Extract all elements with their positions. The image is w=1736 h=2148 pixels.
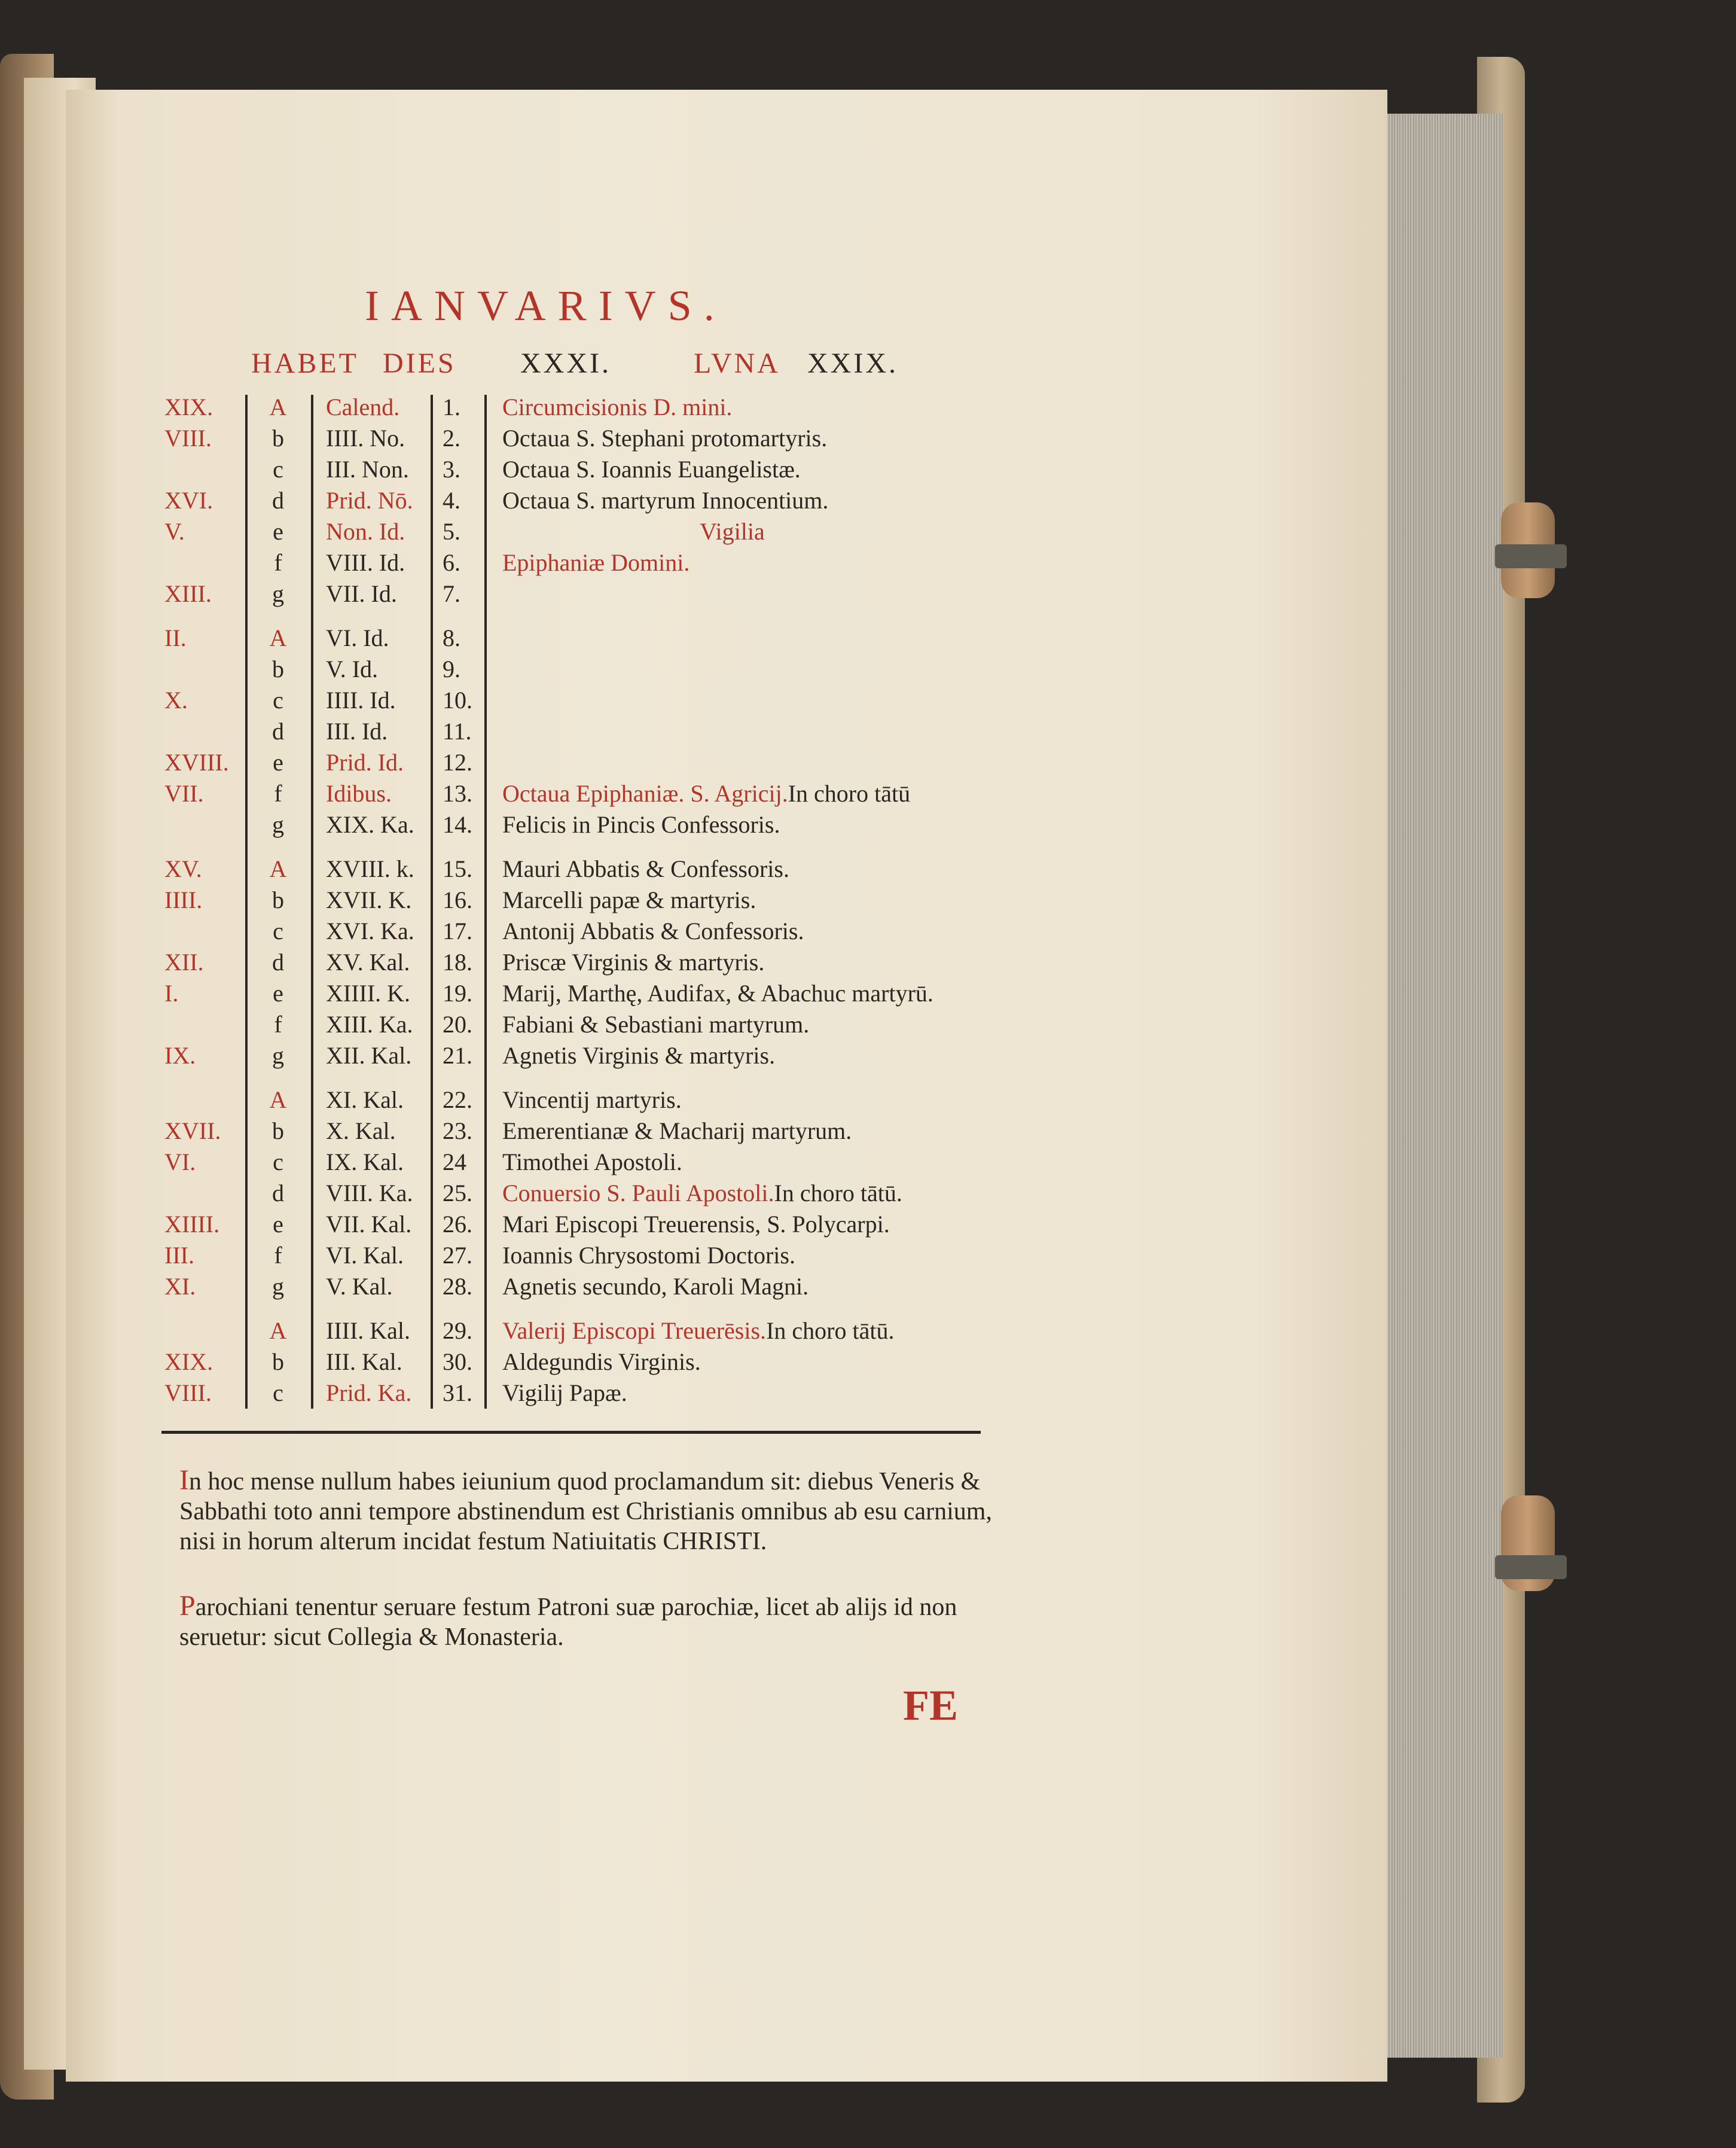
roman-date: IIII. Kal. bbox=[326, 1317, 411, 1344]
dominical-letter: A bbox=[269, 624, 287, 651]
golden-number: XII. bbox=[164, 949, 204, 976]
roman-date: XV. Kal. bbox=[326, 949, 410, 976]
roman-date: VI. Id. bbox=[326, 624, 389, 651]
feast-name: Fabiani & Sebastiani martyrum. bbox=[502, 1011, 810, 1038]
day-number: 28. bbox=[443, 1273, 472, 1300]
feast-cell bbox=[502, 1042, 775, 1070]
golden-number: XVII. bbox=[164, 1117, 221, 1144]
calendar-row bbox=[0, 1348, 1017, 1376]
dominical-letter: A bbox=[269, 394, 287, 421]
golden-number: VI. bbox=[164, 1148, 196, 1175]
golden-number: III. bbox=[164, 1242, 194, 1269]
day-number: 11. bbox=[443, 718, 472, 745]
feast-name: Priscæ Virginis & martyris. bbox=[502, 949, 765, 976]
roman-date: XVII. K. bbox=[326, 886, 412, 913]
lower-clasp-strap bbox=[1495, 1555, 1567, 1579]
day-number: 23. bbox=[443, 1117, 472, 1144]
day-number: 12. bbox=[443, 749, 472, 776]
calendar-row bbox=[0, 1317, 1017, 1345]
feast-cell bbox=[502, 1211, 890, 1238]
calendar-row bbox=[0, 811, 1017, 839]
feast-cell bbox=[502, 1180, 902, 1207]
day-number: 25. bbox=[443, 1180, 472, 1206]
table-rule-roman bbox=[431, 395, 433, 1409]
day-number: 2. bbox=[443, 425, 460, 452]
feast-cell bbox=[502, 780, 910, 808]
table-rule-golden bbox=[245, 395, 248, 1409]
table-bottom-rule bbox=[161, 1431, 981, 1434]
roman-date: Prid. Ka. bbox=[326, 1379, 412, 1406]
feast-name: Octaua S. Stephani protomartyris. bbox=[502, 425, 828, 452]
feast-name: Agnetis secundo, Karoli Magni. bbox=[502, 1273, 809, 1300]
day-number: 14. bbox=[443, 811, 472, 838]
dominical-letter: c bbox=[273, 687, 283, 714]
calendar-row bbox=[0, 1180, 1017, 1207]
day-number: 3. bbox=[443, 456, 460, 483]
note-text-patron: arochiani tenentur seruare festum Patroni suæ parochiæ, licet ab alijs id non seruetur: sicut Collegia & Monasteria. bbox=[179, 1594, 957, 1651]
right-page bbox=[66, 90, 1387, 2082]
feast-name: Marij, Marthę, Audifax, & Abachuc martyrū. bbox=[502, 980, 933, 1007]
calendar-row bbox=[0, 456, 1017, 483]
feast-name: Felicis in Pincis Confessoris. bbox=[502, 811, 780, 838]
feast-name: Circumcisionis D. mini. bbox=[502, 394, 733, 421]
feast-cell bbox=[502, 886, 756, 914]
calendar-row bbox=[0, 949, 1017, 976]
roman-date: XIIII. K. bbox=[326, 980, 411, 1007]
feast-cell bbox=[502, 1117, 852, 1145]
day-number: 6. bbox=[443, 549, 460, 576]
table-rule-day bbox=[484, 395, 487, 1409]
golden-number: VIII. bbox=[164, 1379, 212, 1406]
day-number: 27. bbox=[443, 1242, 472, 1269]
calendar-row bbox=[0, 624, 1017, 652]
feast-cell bbox=[502, 456, 801, 483]
day-number: 4. bbox=[443, 487, 460, 514]
dominical-letter: c bbox=[273, 918, 283, 944]
roman-date: XIX. Ka. bbox=[326, 811, 414, 838]
subtitle-habet: HABET bbox=[251, 348, 359, 379]
feast-choir-note: In choro tātū. bbox=[766, 1317, 895, 1344]
roman-date: VII. Kal. bbox=[326, 1211, 412, 1238]
dominical-letter: A bbox=[269, 1317, 287, 1344]
feast-cell bbox=[502, 1148, 682, 1176]
feast-cell bbox=[502, 949, 764, 976]
dominical-letter: g bbox=[272, 1042, 284, 1069]
feast-cell bbox=[502, 1273, 808, 1300]
calendar-row bbox=[0, 656, 1017, 683]
feast-name: Vincentij martyris. bbox=[502, 1086, 682, 1113]
calendar-row bbox=[0, 487, 1017, 514]
dominical-letter: b bbox=[272, 656, 284, 683]
roman-date: X. Kal. bbox=[326, 1117, 396, 1144]
calendar-row bbox=[0, 1117, 1017, 1145]
roman-date: XI. Kal. bbox=[326, 1086, 404, 1113]
dominical-letter: d bbox=[272, 487, 284, 514]
subtitle-luna: LVNA bbox=[694, 348, 780, 379]
day-number: 19. bbox=[443, 980, 472, 1007]
golden-number: XIII. bbox=[164, 580, 212, 607]
calendar-row bbox=[0, 580, 1017, 608]
feast-cell bbox=[502, 1086, 682, 1114]
golden-number: IX. bbox=[164, 1042, 196, 1069]
day-number: 30. bbox=[443, 1348, 472, 1375]
calendar-row bbox=[0, 518, 1017, 546]
feast-name: Vigilij Papæ. bbox=[502, 1379, 627, 1406]
feast-cell bbox=[502, 980, 933, 1007]
day-number: 17. bbox=[443, 918, 472, 944]
roman-date: XII. Kal. bbox=[326, 1042, 412, 1069]
roman-date: V. Kal. bbox=[326, 1273, 393, 1300]
golden-number: XIIII. bbox=[164, 1211, 220, 1238]
calendar-row bbox=[0, 855, 1017, 883]
roman-date: IX. Kal. bbox=[326, 1148, 404, 1175]
golden-number: II. bbox=[164, 624, 187, 651]
feast-cell bbox=[502, 518, 765, 546]
feast-cell bbox=[502, 918, 804, 945]
golden-number: XVI. bbox=[164, 487, 213, 514]
feast-name: Octaua S. Ioannis Euangelistæ. bbox=[502, 456, 801, 483]
roman-date: XVI. Ka. bbox=[326, 918, 414, 944]
day-number: 21. bbox=[443, 1042, 472, 1069]
dominical-letter: f bbox=[274, 780, 282, 807]
catchword: FE bbox=[903, 1681, 959, 1729]
feast-name: Emerentianæ & Macharij martyrum. bbox=[502, 1117, 852, 1144]
feast-choir-note: In choro tātū. bbox=[774, 1180, 902, 1206]
golden-number: V. bbox=[164, 518, 185, 545]
roman-date: III. Non. bbox=[326, 456, 409, 483]
day-number: 18. bbox=[443, 949, 472, 976]
dominical-letter: f bbox=[274, 1242, 282, 1269]
feast-cell bbox=[502, 1348, 701, 1376]
roman-date: VIII. Ka. bbox=[326, 1180, 413, 1206]
calendar-row bbox=[0, 780, 1017, 808]
feast-cell bbox=[502, 855, 789, 883]
feast-name: Timothei Apostoli. bbox=[502, 1148, 682, 1175]
day-number: 20. bbox=[443, 1011, 472, 1038]
calendar-row bbox=[0, 1086, 1017, 1114]
feast-name: Agnetis Virginis & martyris. bbox=[502, 1042, 776, 1069]
feast-cell bbox=[502, 1242, 795, 1269]
golden-number: IIII. bbox=[164, 886, 203, 913]
day-number: 5. bbox=[443, 518, 460, 545]
golden-number: XIX. bbox=[164, 394, 213, 421]
golden-number: XVIII. bbox=[164, 749, 229, 776]
day-number: 31. bbox=[443, 1379, 472, 1406]
roman-date: Prid. Id. bbox=[326, 749, 404, 776]
table-rule-dominical bbox=[311, 395, 313, 1409]
feast-name: Mauri Abbatis & Confessoris. bbox=[502, 855, 789, 882]
calendar-row bbox=[0, 1242, 1017, 1269]
calendar-row bbox=[0, 718, 1017, 745]
dominical-letter: d bbox=[272, 949, 284, 976]
calendar-row bbox=[0, 886, 1017, 914]
feast-choir-note: In choro tātū bbox=[788, 780, 911, 807]
feast-cell bbox=[502, 394, 732, 421]
golden-number: XIX. bbox=[164, 1348, 213, 1375]
feast-cell bbox=[502, 487, 828, 514]
month-title: IANVARIVS. bbox=[365, 282, 727, 330]
calendar-row bbox=[0, 980, 1017, 1007]
dominical-letter: c bbox=[273, 1379, 283, 1406]
roman-date: IIII. No. bbox=[326, 425, 405, 452]
feast-name: Antonij Abbatis & Confessoris. bbox=[502, 918, 804, 944]
subtitle-luna-count: XXIX. bbox=[807, 348, 898, 379]
dominical-letter: d bbox=[272, 1180, 284, 1206]
feast-cell bbox=[502, 811, 780, 839]
calendar-row bbox=[0, 1379, 1017, 1407]
day-number: 13. bbox=[443, 780, 472, 807]
calendar-row bbox=[0, 1211, 1017, 1238]
page-fore-edge bbox=[1375, 114, 1503, 2058]
golden-number: XV. bbox=[164, 855, 202, 882]
feast-name: Epiphaniæ Domini. bbox=[502, 549, 690, 576]
note-paragraph-patron bbox=[179, 1591, 993, 1652]
upper-clasp-strap bbox=[1495, 544, 1567, 568]
day-number: 1. bbox=[443, 394, 460, 421]
feast-name: Vigilia bbox=[700, 518, 765, 545]
subtitle-dies: DIES bbox=[383, 348, 456, 379]
feast-name: Aldegundis Virginis. bbox=[502, 1348, 701, 1375]
feast-cell bbox=[502, 1379, 627, 1407]
roman-date: XVIII. k. bbox=[326, 855, 414, 882]
dominical-letter: A bbox=[269, 855, 287, 882]
roman-date: VIII. Id. bbox=[326, 549, 405, 576]
calendar-row bbox=[0, 1148, 1017, 1176]
roman-date: Non. Id. bbox=[326, 518, 405, 545]
dominical-letter: b bbox=[272, 425, 284, 452]
dominical-letter: c bbox=[273, 1148, 283, 1175]
dominical-letter: A bbox=[269, 1086, 287, 1113]
dominical-letter: b bbox=[272, 886, 284, 913]
subtitle-dies-count: XXXI. bbox=[520, 348, 611, 379]
feast-cell bbox=[502, 1317, 894, 1345]
day-number: 15. bbox=[443, 855, 472, 882]
note-paragraph-fasting bbox=[179, 1465, 993, 1556]
dominical-letter: f bbox=[274, 549, 282, 576]
dominical-letter: f bbox=[274, 1011, 282, 1038]
feast-name: Valerij Episcopi Treuerēsis. bbox=[502, 1317, 767, 1344]
feast-name: Marcelli papæ & martyris. bbox=[502, 886, 756, 913]
feast-cell bbox=[502, 425, 827, 452]
dominical-letter: e bbox=[273, 749, 283, 776]
day-number: 10. bbox=[443, 687, 472, 714]
dominical-letter: g bbox=[272, 580, 284, 607]
golden-number: X. bbox=[164, 687, 188, 714]
dominical-letter: g bbox=[272, 1273, 284, 1300]
golden-number: VII. bbox=[164, 780, 204, 807]
roman-date: VI. Kal. bbox=[326, 1242, 404, 1269]
day-number: 22. bbox=[443, 1086, 472, 1113]
day-number: 16. bbox=[443, 886, 472, 913]
roman-date: XIII. Ka. bbox=[326, 1011, 413, 1038]
calendar-row bbox=[0, 687, 1017, 714]
feast-name: Octaua S. martyrum Innocentium. bbox=[502, 487, 829, 514]
roman-date: VII. Id. bbox=[326, 580, 397, 607]
note-text-fasting: n hoc mense nullum habes ieiunium quod proclamandum sit: diebus Veneris & Sabbathi toto anni tempore abstinendum est Christianis omnibus ab esu carnium, nisi in horum alterum incidat festum Natiuitatis CHRISTI. bbox=[179, 1468, 992, 1555]
calendar-row bbox=[0, 394, 1017, 421]
note-initial-i: I bbox=[179, 1464, 189, 1496]
dominical-letter: g bbox=[272, 811, 284, 838]
feast-name: Ioannis Chrysostomi Doctoris. bbox=[502, 1242, 795, 1269]
calendar-row bbox=[0, 749, 1017, 776]
calendar-row bbox=[0, 1011, 1017, 1038]
dominical-letter: b bbox=[272, 1348, 284, 1375]
golden-number: I. bbox=[164, 980, 179, 1007]
calendar-row bbox=[0, 1273, 1017, 1300]
roman-date: III. Id. bbox=[326, 718, 388, 745]
calendar-row bbox=[0, 549, 1017, 577]
feast-name: Octaua Epiphaniæ. S. Agricij. bbox=[502, 780, 788, 807]
roman-date: Prid. Nō. bbox=[326, 487, 413, 514]
calendar-row bbox=[0, 425, 1017, 452]
dominical-letter: c bbox=[273, 456, 283, 483]
roman-date: III. Kal. bbox=[326, 1348, 402, 1375]
day-number: 26. bbox=[443, 1211, 472, 1238]
dominical-letter: e bbox=[273, 1211, 283, 1238]
dominical-letter: d bbox=[272, 718, 284, 745]
calendar-row bbox=[0, 1042, 1017, 1070]
golden-number: XI. bbox=[164, 1273, 196, 1300]
day-number: 9. bbox=[443, 656, 460, 683]
day-number: 29. bbox=[443, 1317, 472, 1344]
roman-date: V. Id. bbox=[326, 656, 379, 683]
day-number: 7. bbox=[443, 580, 460, 607]
feast-name: Mari Episcopi Treuerensis, S. Polycarpi. bbox=[502, 1211, 890, 1238]
roman-date: Idibus. bbox=[326, 780, 392, 807]
golden-number: VIII. bbox=[164, 425, 212, 452]
feast-name: Conuersio S. Pauli Apostoli. bbox=[502, 1180, 774, 1206]
dominical-letter: e bbox=[273, 980, 283, 1007]
feast-cell bbox=[502, 1011, 809, 1038]
dominical-letter: b bbox=[272, 1117, 284, 1144]
calendar-row bbox=[0, 918, 1017, 945]
roman-date: IIII. Id. bbox=[326, 687, 396, 714]
roman-date: Calend. bbox=[326, 394, 400, 421]
note-initial-p: P bbox=[179, 1590, 196, 1622]
day-number: 8. bbox=[443, 624, 460, 651]
feast-cell bbox=[502, 549, 689, 577]
day-number: 24 bbox=[443, 1148, 466, 1175]
dominical-letter: e bbox=[273, 518, 283, 545]
